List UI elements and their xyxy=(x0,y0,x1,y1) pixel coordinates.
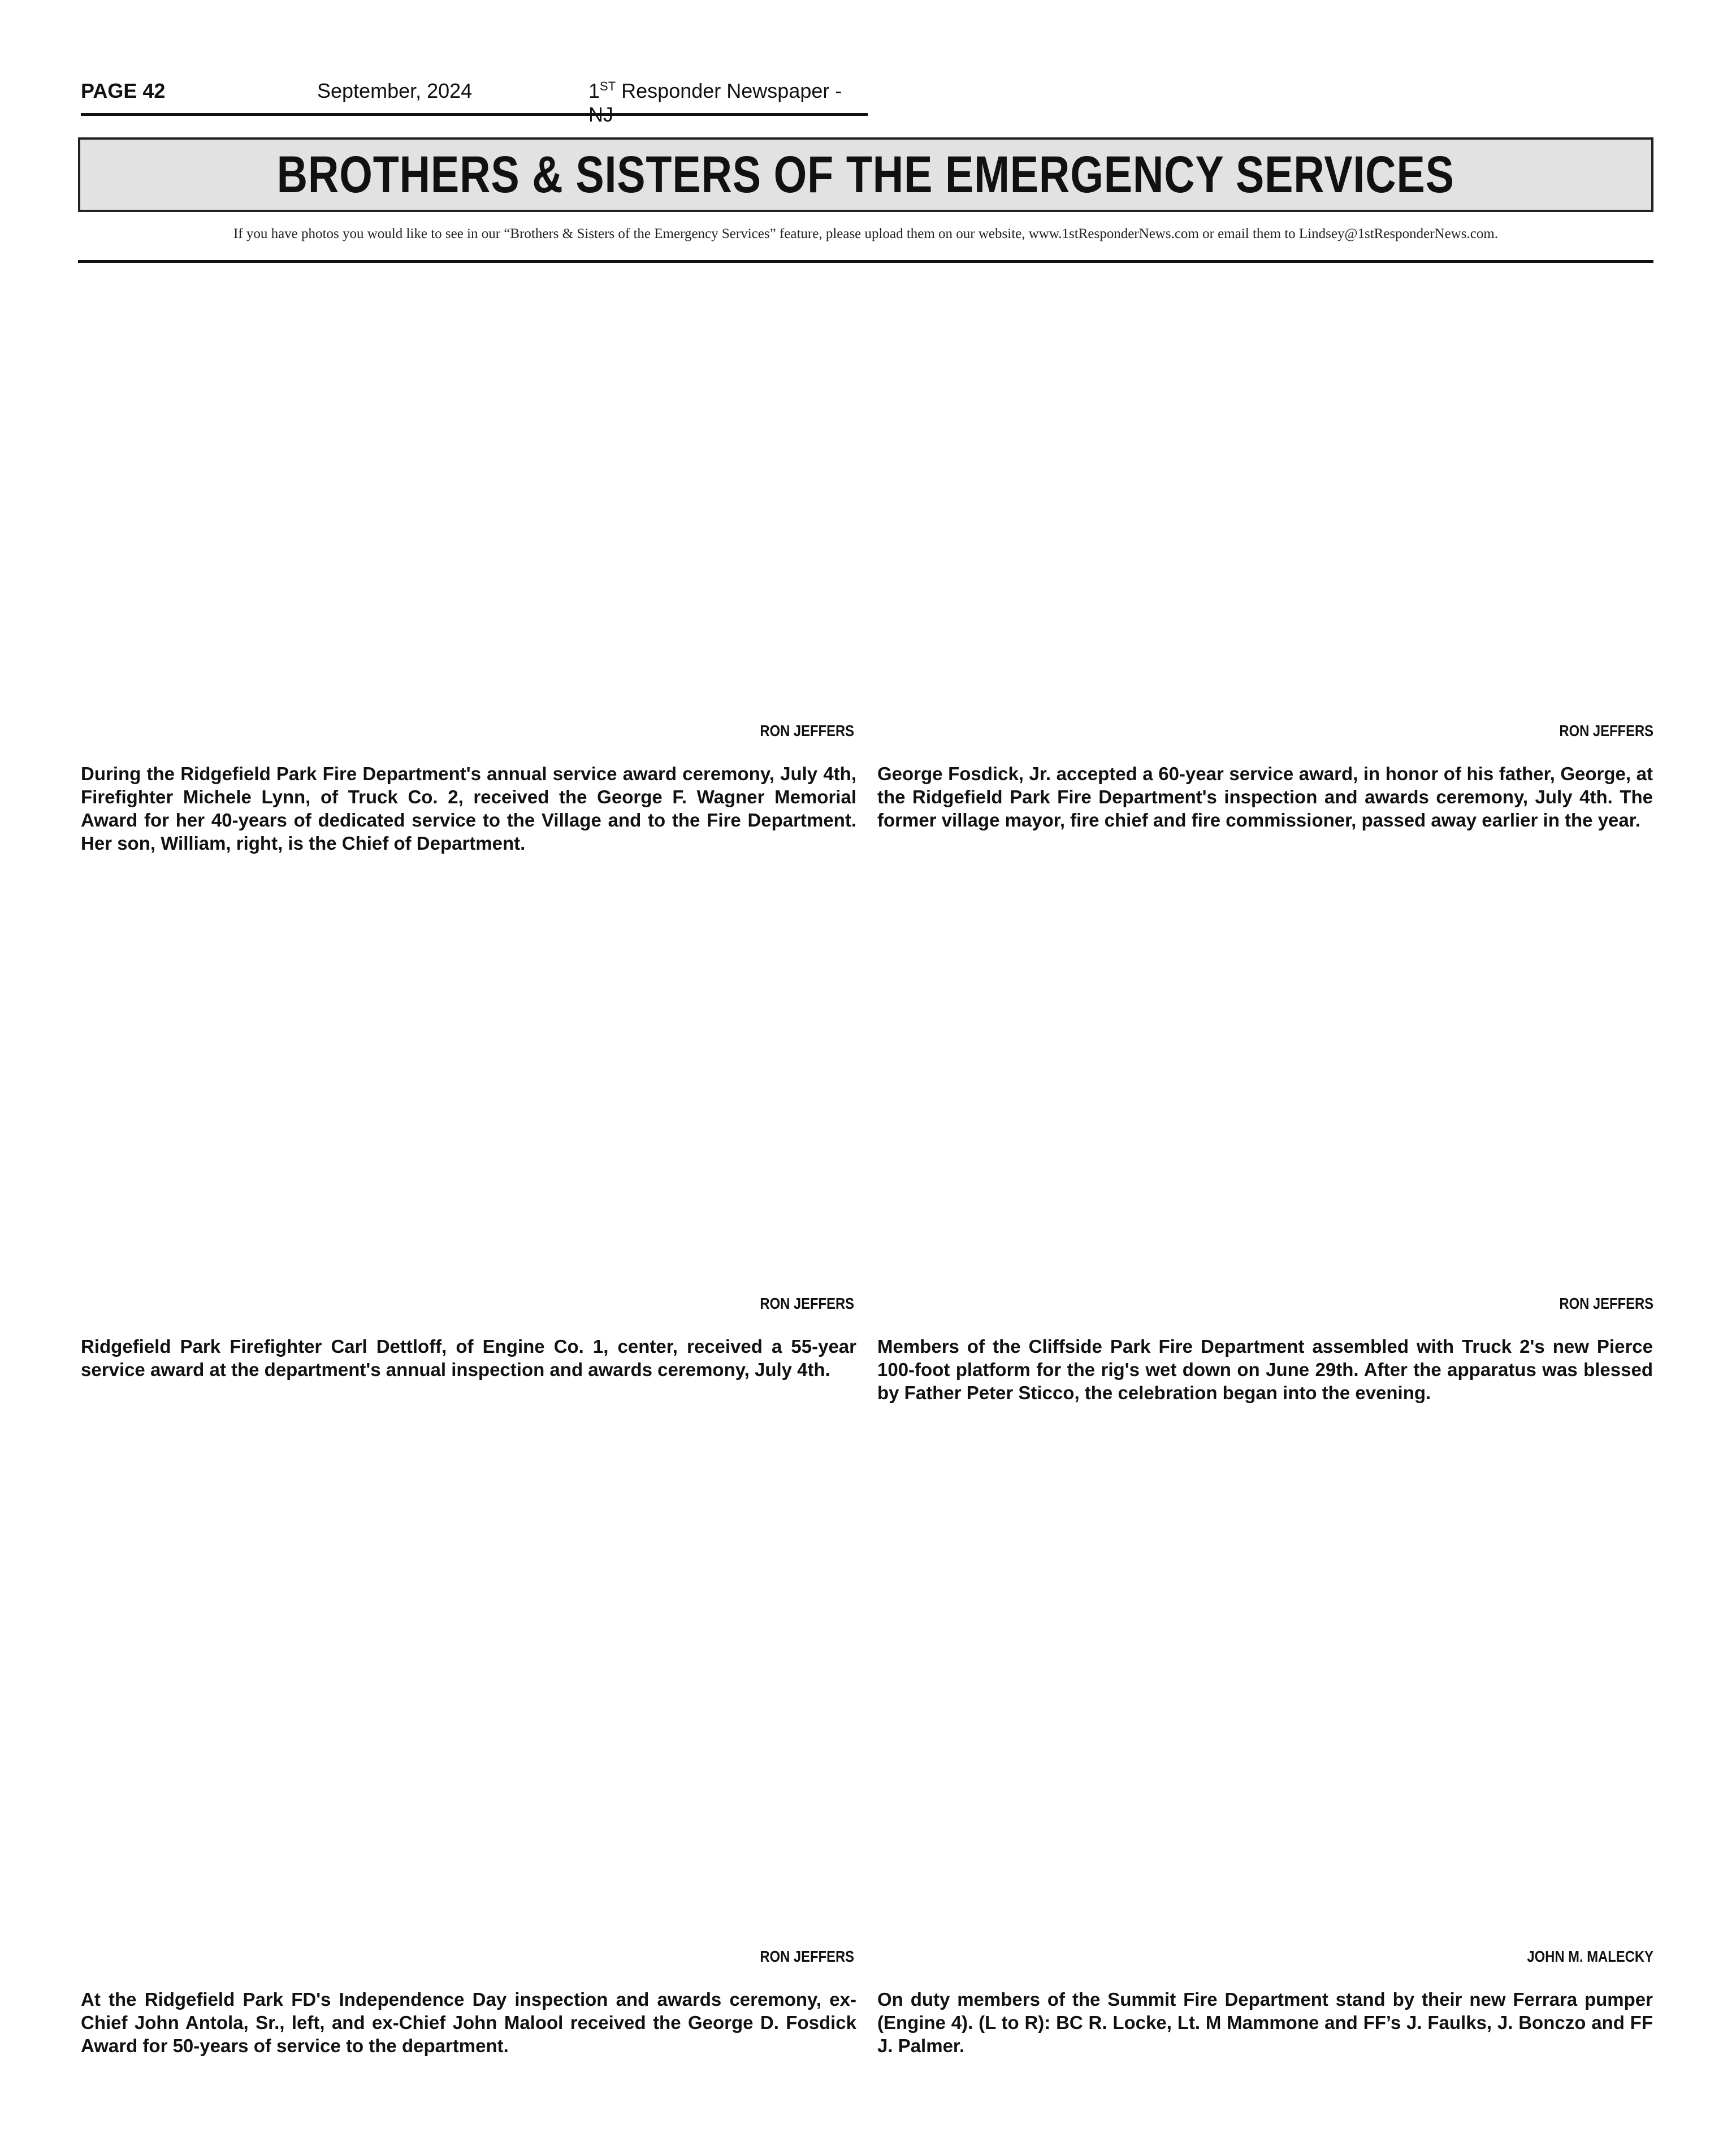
caption-2: George Fosdick, Jr. accepted a 60-year service award, in honor of his father, George, at the Ridgefield Park Fire Department's inspection and awards ceremony, July 4th. The former village mayor, fire chief and fire commissioner, passed away earlier in the year. xyxy=(877,763,1653,830)
issue-date: September, 2024 xyxy=(317,79,473,102)
section-title-box xyxy=(78,137,1653,212)
photo-4 xyxy=(877,871,1653,1289)
caption-1: During the Ridgefield Park Fire Department's annual service award ceremony, July 4th, Firefighter Michele Lynn, of Truck Co. 2, received the George F. Wagner Memorial Award for her 40-years of dedicated service to the Village and to the Fire Department. Her son, William, right, is the Chief of Department. xyxy=(81,763,856,854)
photo-credit-1: RON JEFFERS xyxy=(760,722,854,739)
photo-2 xyxy=(877,277,1653,718)
photo-1 xyxy=(81,277,856,718)
page-number: PAGE 42 xyxy=(81,79,166,102)
caption-3: Ridgefield Park Firefighter Carl Dettloff, of Engine Co. 1, center, received a 55-year service award at the department's annual inspection and awards ceremony, July 4th. xyxy=(81,1336,856,1380)
photo-5 xyxy=(81,1425,856,1939)
photo-credit-6: JOHN M. MALECKY xyxy=(1527,1948,1653,1965)
photo-credit-2: RON JEFFERS xyxy=(1559,722,1653,739)
photo-credit-5: RON JEFFERS xyxy=(760,1948,854,1965)
publication-name: 1ST Responder Newspaper - NJ xyxy=(588,79,842,126)
submission-note: If you have photos you would like to see in our “Brothers & Sisters of the Emergency Services” feature, please upload them on our website, www.1stResponderNews.com or email them to Lindsey@1stResponderNews.com. xyxy=(233,226,1499,241)
section-title: BROTHERS & SISTERS OF THE EMERGENCY SERVICES xyxy=(276,145,1455,204)
photo-credit-3: RON JEFFERS xyxy=(760,1295,854,1312)
photo-credit-4: RON JEFFERS xyxy=(1559,1295,1653,1312)
divider xyxy=(78,260,1653,263)
photo-3 xyxy=(81,871,856,1289)
caption-5: At the Ridgefield Park FD's Independence Day inspection and awards ceremony, ex-Chief John Antola, Sr., left, and ex-Chief John Malool received the George D. Fosdick Award for 50-years of service to the department. xyxy=(81,1989,856,2056)
photo-6 xyxy=(877,1425,1653,1939)
caption-4: Members of the Cliffside Park Fire Department assembled with Truck 2's new Pierce 100-foot platform for the rig's wet down on June 29th. After the apparatus was blessed by Father Peter Sticco, the celebration began into the evening. xyxy=(877,1336,1653,1403)
caption-6: On duty members of the Summit Fire Department stand by their new Ferrara pumper (Engine 4). (L to R): BC R. Locke, Lt. M Mammone and FF’s J. Faulks, J. Bonczo and FF J. Palmer. xyxy=(877,1989,1653,2056)
page-header xyxy=(81,73,868,126)
